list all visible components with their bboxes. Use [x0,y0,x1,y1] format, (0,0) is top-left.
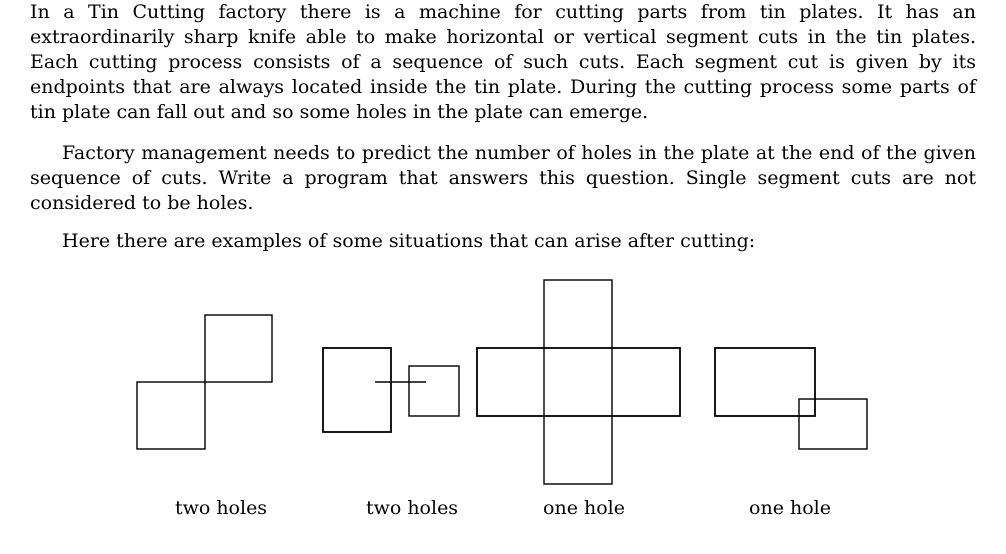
example-1-caption: two holes [174,497,268,519]
intro-paragraph: In a Tin Cutting factory there is a machine for cutting parts from tin plates. It has an extraordinarily sharp knife able to make horizontal or vertical segment cuts in the tin plates. Each cutting process consists of a sequence of such cuts. Each segment cut is given by its endpoints that are always located inside the tin plate. During the cutting process some parts of tin plate can fall out and so some holes in the plate can emerge. [30,1,976,123]
example-3-diagram [477,280,680,484]
example-4-diagram [715,348,867,449]
example-4-caption: one hole [749,497,831,519]
example-1-square-bottom [137,382,205,449]
example-2-rect-left [323,348,391,432]
example-4-rect-bottom [799,399,867,449]
example-3-vertical-bar [544,280,612,484]
example-3-caption: one hole [543,497,625,519]
example-3-horizontal-bar [477,348,680,416]
example-2-diagram [323,348,459,432]
example-4-rect-top [715,348,815,416]
example-1-diagram [137,315,272,449]
example-1-square-top [205,315,272,382]
task-paragraph: Factory management needs to predict the number of holes in the plate at the end of the given sequence of cuts. Write a program that answers this question. Single segment cuts are not considered to be holes. [30,142,976,214]
example-2-square-right [409,366,459,416]
example-2-caption: two holes [365,497,459,519]
examples-intro-paragraph: Here there are examples of some situations that can arise after cutting: [62,230,756,252]
